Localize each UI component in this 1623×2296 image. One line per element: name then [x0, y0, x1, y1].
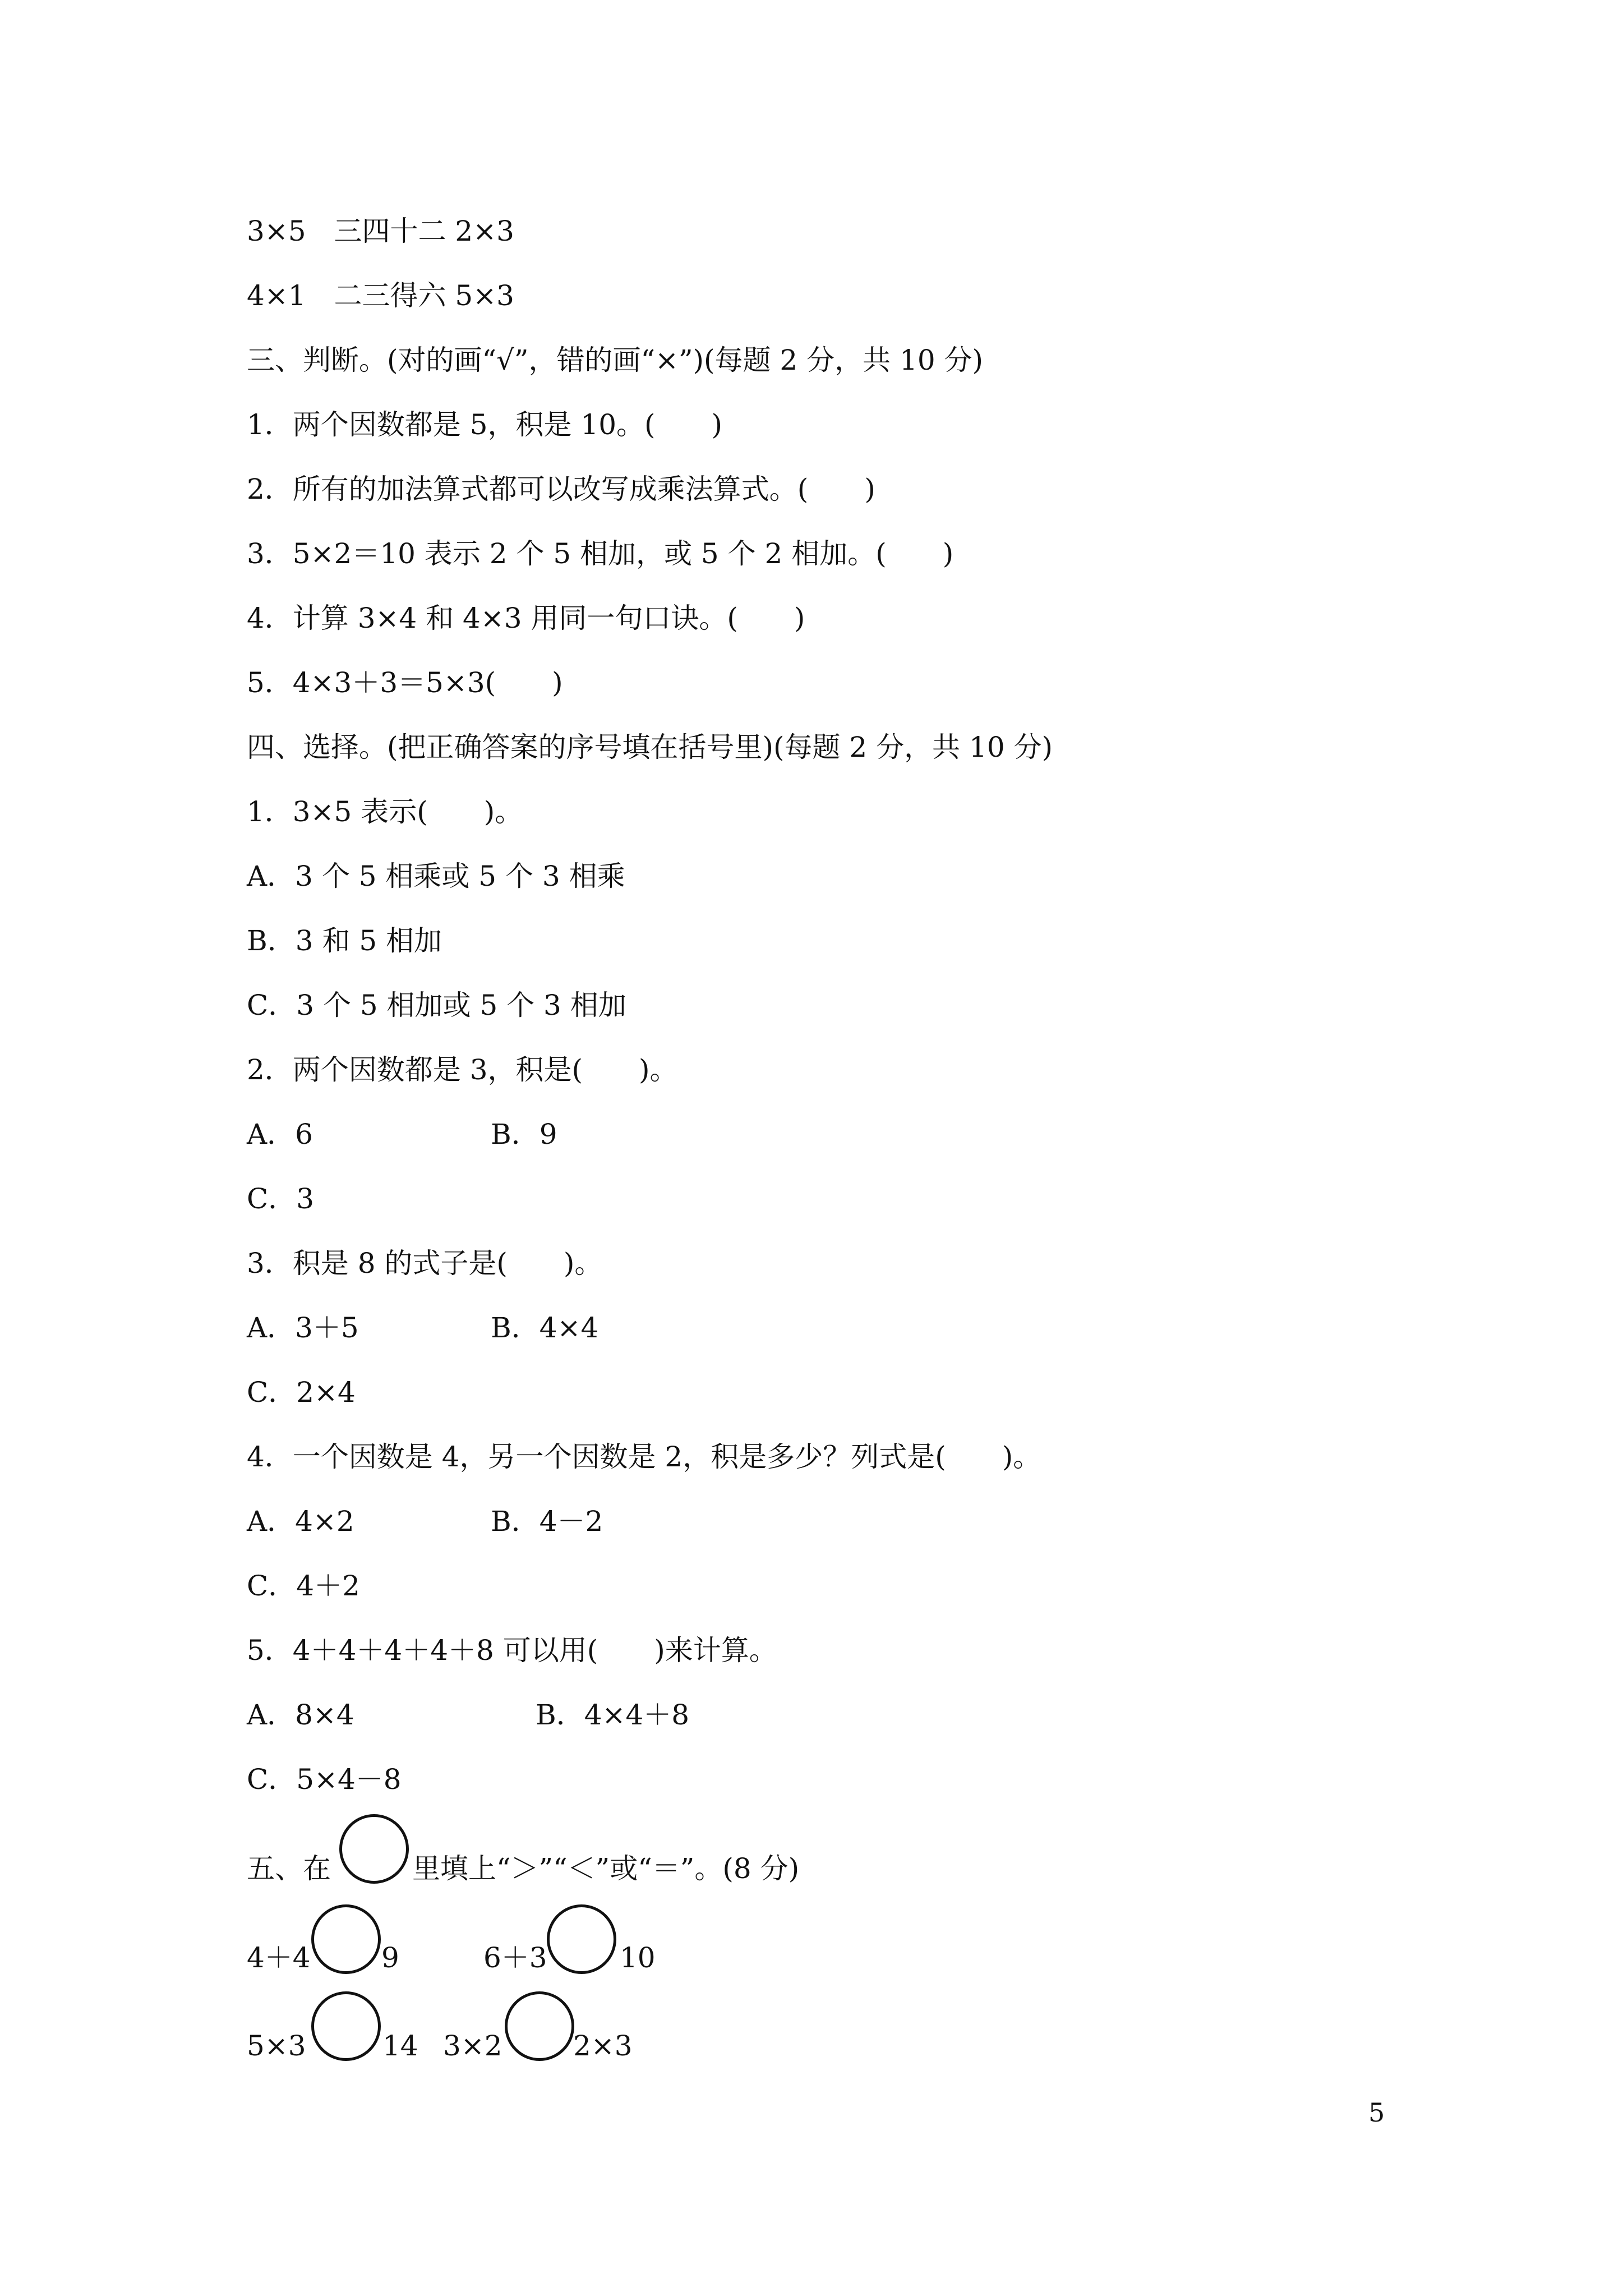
compare-3-right: 14 [382, 2030, 418, 2062]
compare-4-circle[interactable] [505, 1991, 574, 2061]
q5-option-b: B．4×4＋8 [536, 1699, 690, 1731]
q4-option-b: B．4－2 [491, 1505, 603, 1538]
q4-option-a: A．4×2 [247, 1505, 354, 1538]
compare-2-circle[interactable] [547, 1904, 616, 1974]
section3-item-3: 3．5×2＝10 表示 2 个 5 相加，或 5 个 2 相加。( ) [247, 537, 954, 570]
q1-option-b: B．3 和 5 相加 [247, 924, 442, 957]
compare-1-left: 4＋4 [247, 1941, 311, 1974]
page-number: 5 [1368, 2097, 1385, 2128]
section4-title: 四、选择。(把正确答案的序号填在括号里)(每题 2 分，共 10 分) [247, 731, 1053, 763]
compare-2-left: 6＋3 [483, 1941, 547, 1974]
q4-stem: 4．一个因数是 4，另一个因数是 2，积是多少？列式是( )。 [247, 1441, 1041, 1473]
compare-1-right: 9 [381, 1941, 399, 1974]
matching-row-2: 4×1 二三得六 5×3 [247, 279, 514, 312]
q2-option-b: B．9 [491, 1118, 557, 1151]
compare-2-right: 10 [620, 1941, 656, 1974]
section3-title: 三、判断。(对的画“√”，错的画“×”)(每题 2 分，共 10 分) [247, 344, 984, 376]
compare-3-circle[interactable] [311, 1991, 381, 2061]
q2-option-c: C．3 [247, 1182, 315, 1215]
answer-circle-example [339, 1814, 409, 1884]
compare-4-right: 2×3 [573, 2030, 633, 2062]
section3-item-5: 5．4×3＋3＝5×3( ) [247, 666, 563, 699]
q1-option-c: C．3 个 5 相加或 5 个 3 相加 [247, 989, 626, 1022]
q5-option-c: C．5×4－8 [247, 1763, 402, 1796]
q3-option-b: B．4×4 [491, 1312, 599, 1344]
q5-stem: 5．4＋4＋4＋4＋8 可以用( )来计算。 [247, 1634, 777, 1667]
compare-4-left: 3×2 [443, 2030, 502, 2062]
section5-title-suffix: 里填上“＞”“＜”或“＝”。(8 分) [412, 1852, 800, 1885]
q1-stem: 1．3×5 表示( )。 [247, 795, 523, 828]
matching-row-1: 3×5 三四十二 2×3 [247, 215, 514, 247]
q5-option-a: A．8×4 [247, 1699, 354, 1731]
q3-option-a: A．3＋5 [247, 1312, 359, 1344]
q3-option-c: C．2×4 [247, 1376, 356, 1409]
q4-option-c: C．4＋2 [247, 1570, 360, 1602]
section3-item-4: 4．计算 3×4 和 4×3 用同一句口诀。( ) [247, 602, 805, 634]
section3-item-1: 1．两个因数都是 5，积是 10。( ) [247, 408, 723, 441]
q1-option-a: A．3 个 5 相乘或 5 个 3 相乘 [247, 860, 625, 892]
section3-item-2: 2．所有的加法算式都可以改写成乘法算式。( ) [247, 473, 875, 505]
section5-title-prefix: 五、在 [247, 1852, 331, 1885]
q2-option-a: A．6 [247, 1118, 313, 1151]
compare-1-circle[interactable] [311, 1904, 381, 1974]
compare-3-left: 5×3 [247, 2030, 306, 2062]
q3-stem: 3．积是 8 的式子是( )。 [247, 1247, 603, 1280]
q2-stem: 2．两个因数都是 3，积是( )。 [247, 1053, 678, 1086]
